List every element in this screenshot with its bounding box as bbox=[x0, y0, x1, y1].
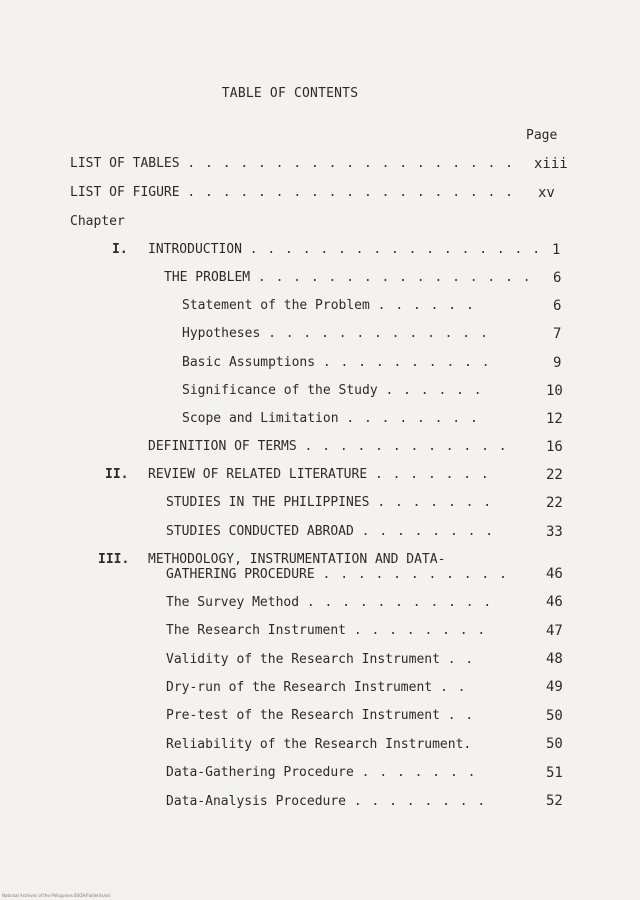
toc-entry-label: REVIEW OF RELATED LITERATURE bbox=[148, 467, 368, 482]
toc-page-number: 22 bbox=[546, 467, 563, 483]
toc-page-number: 51 bbox=[546, 765, 563, 781]
toc-entry bbox=[166, 794, 486, 810]
toc-entry bbox=[166, 708, 474, 724]
page-title: TABLE OF CONTENTS bbox=[221, 86, 359, 101]
dot-leader: . . . . . . . . bbox=[361, 524, 495, 539]
toc-entry-label: LIST OF FIGURE bbox=[70, 185, 180, 200]
toc-page-number: xv bbox=[538, 185, 555, 201]
toc-page-number: 12 bbox=[546, 411, 563, 427]
toc-entry bbox=[182, 411, 479, 427]
toc-page-number: 16 bbox=[546, 439, 563, 455]
toc-page-number: 52 bbox=[546, 793, 563, 809]
toc-page-number: xiii bbox=[534, 156, 568, 172]
toc-entry-introduction bbox=[148, 242, 541, 258]
toc-entry-list-of-figure bbox=[70, 185, 514, 201]
dot-leader: . . . . . . . bbox=[374, 467, 490, 482]
chapter-heading: Chapter bbox=[70, 214, 125, 229]
toc-entry-label: Statement of the Problem bbox=[182, 298, 370, 313]
toc-entry-methodology-line2 bbox=[166, 567, 508, 583]
toc-page-number: 47 bbox=[546, 623, 563, 639]
toc-page-number: 9 bbox=[553, 355, 562, 371]
toc-entry-label: Dry-run of the Research Instrument bbox=[166, 680, 433, 695]
dot-leader: . . . . . . . . . . . bbox=[306, 595, 493, 610]
dot-leader: . . . . . . . . bbox=[353, 623, 487, 638]
toc-entry-list-of-tables bbox=[70, 156, 514, 172]
toc-entry-label: Validity of the Research Instrument bbox=[166, 652, 440, 667]
toc-entry-label: Data-Analysis Procedure bbox=[166, 794, 347, 809]
dot-leader: . . . . . . bbox=[385, 383, 483, 398]
toc-page-number: 33 bbox=[546, 524, 563, 540]
dot-leader: . . . . . . bbox=[377, 298, 475, 313]
toc-entry-label: Basic Assumptions bbox=[182, 355, 316, 370]
toc-entry bbox=[182, 355, 491, 371]
toc-entry bbox=[166, 595, 492, 611]
dot-leader: . . . . . . . . . . . . . . . . . bbox=[249, 242, 542, 257]
toc-entry-label: STUDIES CONDUCTED ABROAD bbox=[166, 524, 354, 539]
toc-entry-label: Scope and Limitation bbox=[182, 411, 339, 426]
toc-entry-label: INTRODUCTION bbox=[148, 242, 242, 257]
toc-entry-label: LIST OF TABLES bbox=[70, 156, 180, 171]
dot-leader: . . . . . . . . . . . . . . . . . . . bbox=[187, 156, 514, 171]
toc-page-number: 48 bbox=[546, 651, 563, 667]
toc-entry bbox=[148, 439, 508, 455]
toc-entry-label: The Survey Method bbox=[166, 595, 300, 610]
toc-page-number: 7 bbox=[553, 326, 562, 342]
dot-leader: . . . . . . . bbox=[377, 495, 493, 510]
chapter-numeral: I. bbox=[112, 242, 128, 257]
toc-entry bbox=[182, 298, 475, 314]
dot-leader: . . . . . . . . . . . . bbox=[304, 439, 508, 454]
toc-entry bbox=[166, 652, 474, 668]
toc-entry-label: Data-Gathering Procedure bbox=[166, 765, 354, 780]
toc-page-number: 50 bbox=[546, 736, 563, 752]
dot-leader: . . . . . . . . bbox=[346, 411, 479, 426]
toc-entry-label: Pre-test of the Research Instrument bbox=[166, 708, 440, 723]
toc-page-number: 6 bbox=[553, 270, 562, 286]
toc-page-number: 1 bbox=[552, 242, 561, 258]
toc-entry-label: Significance of the Study bbox=[182, 383, 378, 398]
toc-page-number: 6 bbox=[553, 298, 562, 314]
toc-entry-label: The Research Instrument bbox=[166, 623, 347, 638]
toc-page-number: 50 bbox=[546, 708, 563, 724]
toc-page-number: 22 bbox=[546, 495, 563, 511]
dot-leader: . . . . . . . . . . . . . . . . bbox=[257, 270, 532, 285]
toc-entry bbox=[166, 737, 471, 753]
toc-entry bbox=[166, 623, 486, 639]
toc-entry bbox=[182, 326, 489, 342]
chapter-numeral: III. bbox=[98, 552, 130, 567]
chapter-numeral: II. bbox=[105, 467, 129, 482]
toc-page-number: 46 bbox=[546, 566, 563, 582]
dot-leader: . . . . . . . . bbox=[353, 794, 487, 809]
page-column-header: Page bbox=[526, 128, 558, 143]
toc-entry bbox=[166, 765, 476, 781]
toc-entry-methodology-line1: METHODOLOGY, INSTRUMENTATION AND DATA- bbox=[148, 552, 446, 567]
toc-entry-label: Reliability of the Research Instrument. bbox=[166, 737, 472, 752]
dot-leader: . . . . . . . . . . . . . . . . . . . bbox=[187, 185, 514, 200]
dot-leader: . . . . . . . bbox=[361, 765, 477, 780]
toc-entry bbox=[166, 680, 466, 696]
toc-page-number: 10 bbox=[546, 383, 563, 399]
toc-entry bbox=[164, 270, 532, 286]
dot-leader: . . bbox=[447, 652, 475, 667]
toc-entry bbox=[182, 383, 483, 399]
toc-entry bbox=[166, 524, 494, 540]
dot-leader: . . bbox=[439, 680, 467, 695]
dot-leader: . . . . . . . . . . . bbox=[322, 567, 508, 582]
toc-entry-label: Hypotheses bbox=[182, 326, 261, 341]
dot-leader: . . . . . . . . . . bbox=[322, 355, 491, 370]
toc-entry-label: THE PROBLEM bbox=[164, 270, 251, 285]
dot-leader: . . bbox=[447, 708, 475, 723]
toc-page-number: 49 bbox=[546, 679, 563, 695]
archive-footer: National Archives of the Philippines BSOA/Folder/ix/xiii bbox=[2, 893, 111, 898]
toc-entry-label: GATHERING PROCEDURE bbox=[166, 567, 315, 582]
toc-entry-review bbox=[148, 467, 490, 483]
toc-page-number: 46 bbox=[546, 594, 563, 610]
dot-leader: . . . . . . . . . . . . . bbox=[268, 326, 489, 341]
toc-entry-label: DEFINITION OF TERMS bbox=[148, 439, 297, 454]
toc-entry-label: STUDIES IN THE PHILIPPINES bbox=[166, 495, 370, 510]
toc-entry bbox=[166, 495, 492, 511]
